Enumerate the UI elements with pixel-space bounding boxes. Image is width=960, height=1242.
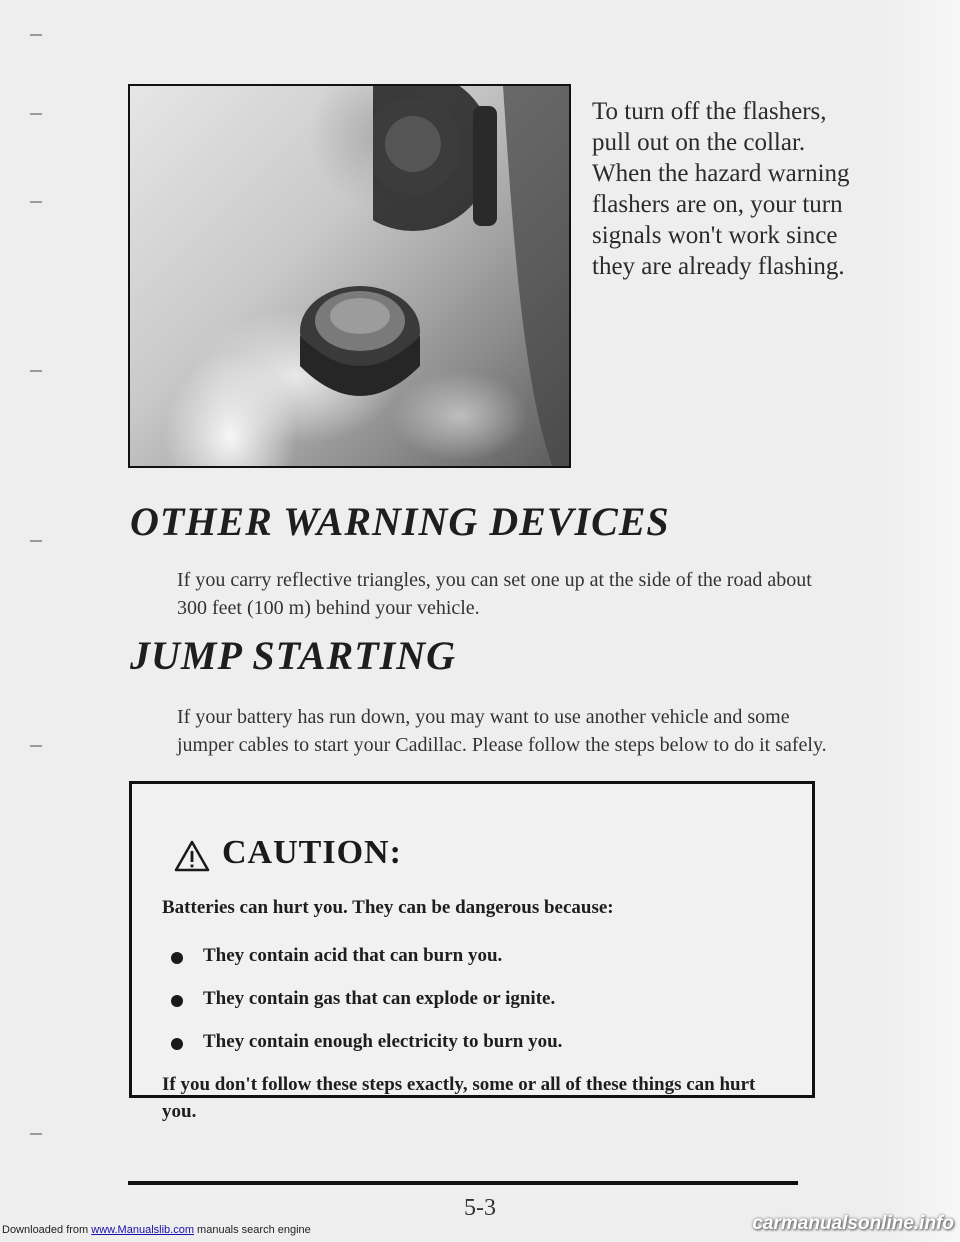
warning-triangle-icon bbox=[174, 840, 210, 872]
download-note bbox=[2, 1224, 311, 1236]
caution-bullet-text: They contain acid that can burn you. bbox=[203, 945, 503, 966]
caution-intro: Batteries can hurt you. They can be dangerous because: bbox=[162, 897, 614, 918]
other-warning-devices-heading: OTHER WARNING DEVICES bbox=[130, 499, 670, 544]
caution-box bbox=[129, 781, 815, 1122]
collar-illustration bbox=[280, 276, 440, 416]
download-prefix: Downloaded from bbox=[2, 1224, 89, 1236]
caution-closing: If you don't follow these steps exactly, some or all of these things can hurt you. bbox=[162, 1074, 756, 1122]
watermark: carmanualsonline.info bbox=[752, 1213, 954, 1234]
flasher-instructions: To turn off the flashers, pull out on the collar. When the hazard warning flashers are on, your turn signals won't work since they are already flashing. bbox=[592, 98, 850, 280]
margin-tick bbox=[30, 1133, 42, 1135]
bullet-icon bbox=[171, 952, 183, 964]
caution-bullet-item bbox=[171, 945, 771, 971]
margin-tick bbox=[30, 34, 42, 36]
download-suffix: manuals search engine bbox=[197, 1224, 311, 1236]
page-number: 5-3 bbox=[464, 1195, 496, 1221]
caution-bullet-text: They contain gas that can explode or ignite. bbox=[203, 988, 556, 1009]
bullet-icon bbox=[171, 1038, 183, 1050]
margin-tick bbox=[30, 370, 42, 372]
margin-tick bbox=[30, 201, 42, 203]
margin-tick bbox=[30, 540, 42, 542]
other-warning-devices-body: If you carry reflective triangles, you can set one up at the side of the road about 300 feet (100 m) behind your vehicle. bbox=[177, 569, 812, 619]
caution-bullet-item bbox=[171, 988, 771, 1014]
jump-starting-heading: JUMP STARTING bbox=[130, 633, 457, 678]
caution-bullet-item bbox=[171, 1031, 771, 1057]
bullet-icon bbox=[171, 995, 183, 1007]
jump-starting-body: If your battery has run down, you may want to use another vehicle and some jumper cables to start your Cadillac. Please follow the steps below to do it safely. bbox=[177, 706, 827, 756]
caution-bullet-text: They contain enough electricity to burn you. bbox=[203, 1031, 563, 1052]
page-edge-shade bbox=[880, 0, 960, 1242]
margin-tick bbox=[30, 745, 42, 747]
margin-tick bbox=[30, 113, 42, 115]
caution-title: CAUTION: bbox=[222, 834, 402, 871]
manualslib-link[interactable]: www.Manualslib.com bbox=[91, 1224, 194, 1236]
hazard-flasher-collar-photo bbox=[128, 84, 571, 468]
footer-rule bbox=[128, 1181, 798, 1185]
